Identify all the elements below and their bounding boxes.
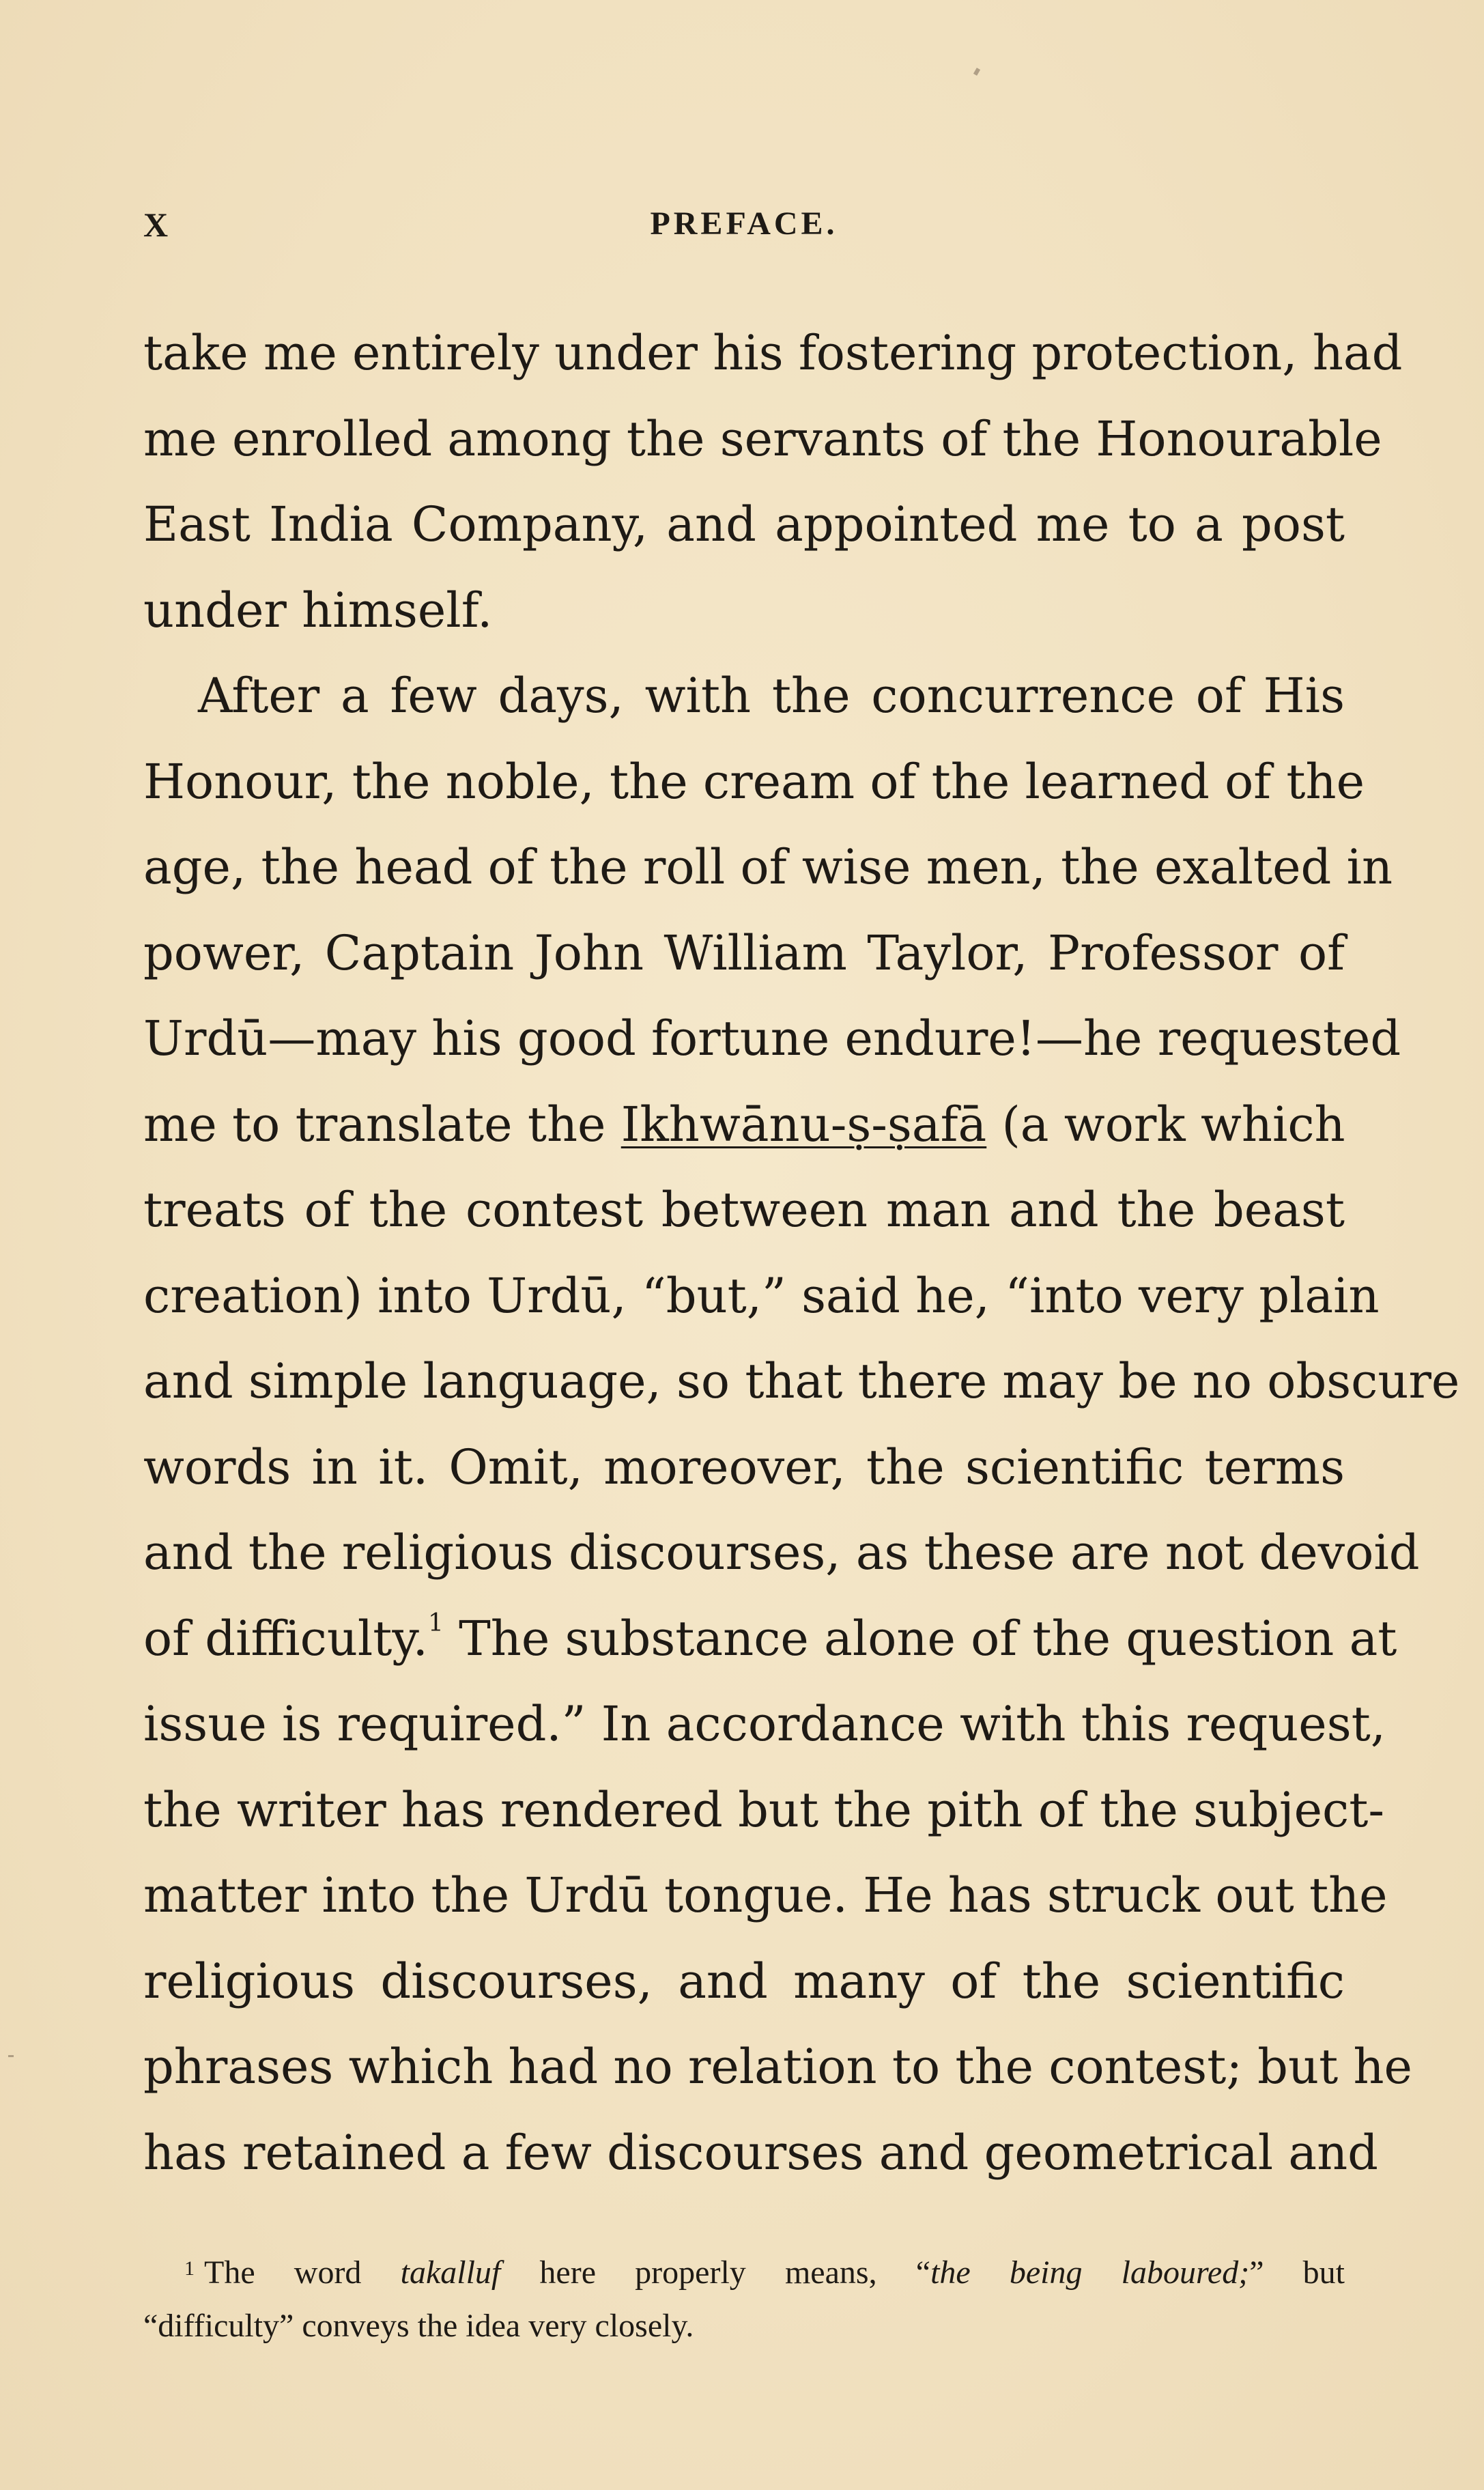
page-number: X [143,206,170,244]
body-text [143,311,1460,2196]
paper-speck [8,2055,14,2057]
text-line: phrases which had no relation to the contest; but he [143,2039,1412,2095]
footnote-text: The word [204,2254,401,2291]
text-line: East India Company, and appointed me to a post [143,496,1345,552]
text-line: Honour, the noble, the cream of the learned of the [143,753,1365,810]
footnote [143,2246,1345,2353]
running-head: PREFACE. [650,206,838,242]
text-line: and the religious discourses, as these are not devoid [143,1525,1420,1581]
text-line: Urdū—may his good fortune endure!—he requested [143,1010,1401,1066]
text-line: take me entirely under his fostering protection, had [143,325,1403,381]
text-line: me enrolled among the servants of the Honourable [143,410,1382,467]
text-line [143,1082,1345,1168]
text-segment: of difficulty. [143,1610,428,1667]
footnote-line: “difficulty” conveys the idea very closely. [143,2308,694,2344]
text-line: religious discourses, and many of the scientific [143,1953,1345,2009]
text-segment: The substance alone of the question at [443,1610,1397,1667]
footnote-gloss: the being laboured; [930,2254,1250,2291]
text-line: words in it. Omit, moreover, the scientific terms [143,1439,1345,1495]
footnote-line [143,2246,1345,2300]
footnote-text: here properly means, “ [500,2254,931,2291]
text-line: After a few days, with the concurrence of His [198,668,1345,724]
footnote-reference: 1 [427,1609,444,1638]
footnote-text: ” but [1249,2254,1345,2291]
footnote-mark: 1 [184,2257,195,2280]
text-line: under himself. [143,582,493,638]
text-segment: me to translate the [143,1096,621,1152]
text-line: and simple language, so that there may be no obscure [143,1353,1460,1409]
text-line: issue is required.” In accordance with this request, [143,1696,1386,1752]
page-header [143,205,1345,253]
paper-speck [973,68,980,76]
text-line: power, Captain John William Taylor, Professor of [143,924,1345,981]
text-segment: (a work which [986,1096,1345,1152]
book-title: Ikhwānu-ṣ-ṣafā [620,1096,987,1152]
text-line: treats of the contest between man and the beast [143,1182,1345,1238]
text-line [143,1596,1397,1682]
text-line: creation) into Urdū, “but,” said he, “into very plain [143,1267,1380,1324]
text-line: the writer has rendered but the pith of the subject- [143,1781,1385,1838]
text-line: has retained a few discourses and geometrical and [143,2124,1378,2181]
text-line: matter into the Urdū tongue. He has struck out the [143,1867,1388,1923]
footnote-term: takalluf [400,2254,501,2291]
text-line: age, the head of the roll of wise men, the exalted in [143,839,1393,895]
